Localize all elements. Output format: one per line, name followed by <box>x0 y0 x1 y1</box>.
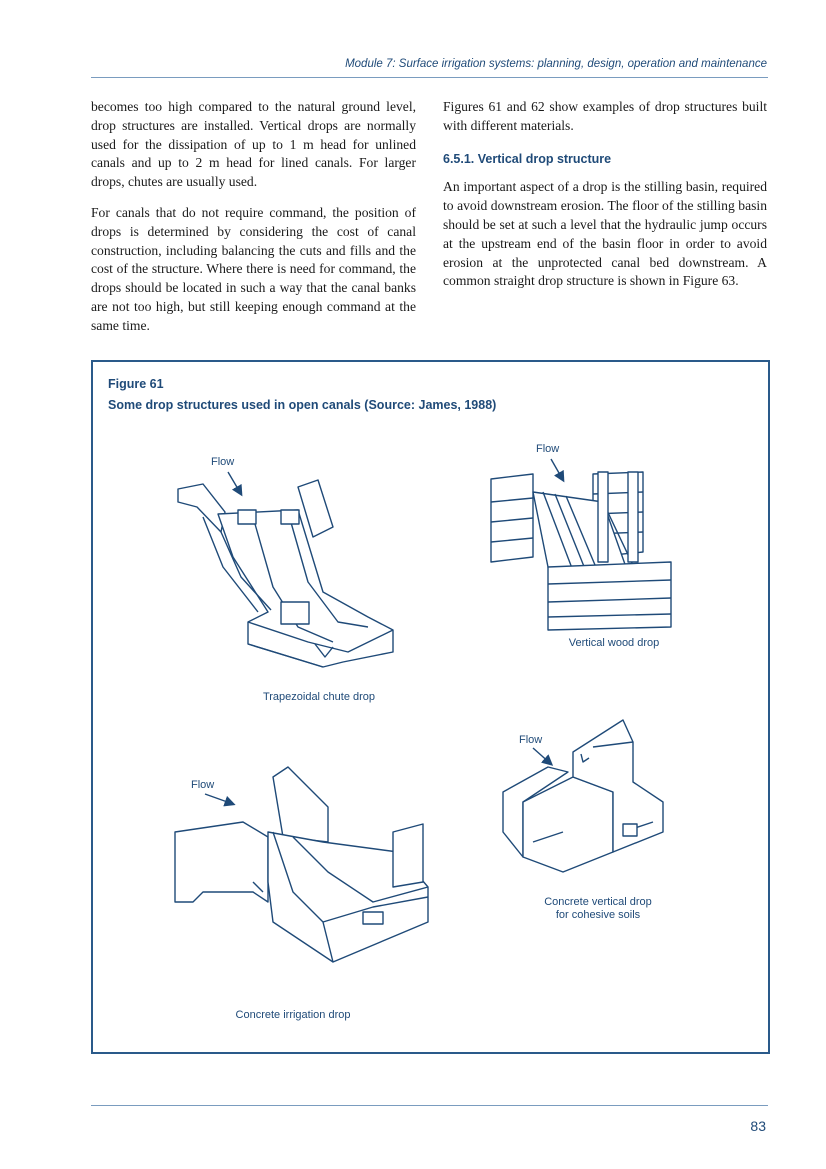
panel-label: Concrete vertical drop <box>544 896 652 908</box>
concrete-irrigation-drop-drawing <box>175 767 428 962</box>
panel-label: Concrete irrigation drop <box>235 1009 351 1021</box>
flow-label: Flow <box>211 456 235 468</box>
concrete-vertical-drop-drawing <box>503 720 663 872</box>
panel-label: Trapezoidal chute drop <box>262 691 376 703</box>
right-column <box>443 98 767 303</box>
figure-illustrations <box>93 362 768 1052</box>
flow-arrow-icon <box>551 459 563 480</box>
figure-number: Figure 61 <box>108 377 164 391</box>
trapezoidal-chute-drop-drawing <box>178 456 393 667</box>
figure-caption: Some drop structures used in open canals (Source: James, 1988) <box>108 398 497 412</box>
paragraph: Figures 61 and 62 show examples of drop structures built with different materials. <box>443 99 767 133</box>
paragraph: An important aspect of a drop is the stilling basin, required to avoid downstream erosion. The floor of the stilling basin should be set at such a level that the hydraulic jump occurs at the upstream end of the basin floor in order to avoid erosion at the unprotected canal bed downstream. A common straight drop structure is shown in Figure 63. <box>443 179 767 289</box>
running-header: Module 7: Surface irrigation systems: planning, design, operation and maintenance <box>345 58 767 70</box>
flow-arrow-icon <box>533 748 551 764</box>
footer-rule <box>91 1105 768 1106</box>
paragraph: becomes too high compared to the natural ground level, drop structures are installed. Vertical drops are normally used for the dissipation of up to 1 m head for unlined canals and up to 2 m head for lined canals. For larger drops, chutes are usually used. <box>91 99 416 190</box>
flow-label: Flow <box>536 443 560 455</box>
flow-arrow-icon <box>205 794 233 804</box>
flow-arrow-icon <box>228 472 241 494</box>
section-heading: 6.5.1. Vertical drop structure <box>443 151 612 166</box>
panel-label: Vertical wood drop <box>568 637 660 649</box>
figure-box <box>91 360 770 1054</box>
left-column <box>91 98 416 348</box>
page-number: 83 <box>750 1118 766 1134</box>
flow-label: Flow <box>519 734 543 746</box>
panel-label: for cohesive soils <box>555 909 641 921</box>
vertical-wood-drop-drawing <box>491 443 671 630</box>
header-rule <box>91 77 768 78</box>
flow-label: Flow <box>191 779 215 791</box>
paragraph: For canals that do not require command, the position of drops is determined by considering the cost of canal construction, including balancing the cuts and fills and the cost of the structure. Where there is need for command, the drops should be located in such a way that the canal banks are not too high, but still keeping enough command at the same time. <box>91 204 416 333</box>
